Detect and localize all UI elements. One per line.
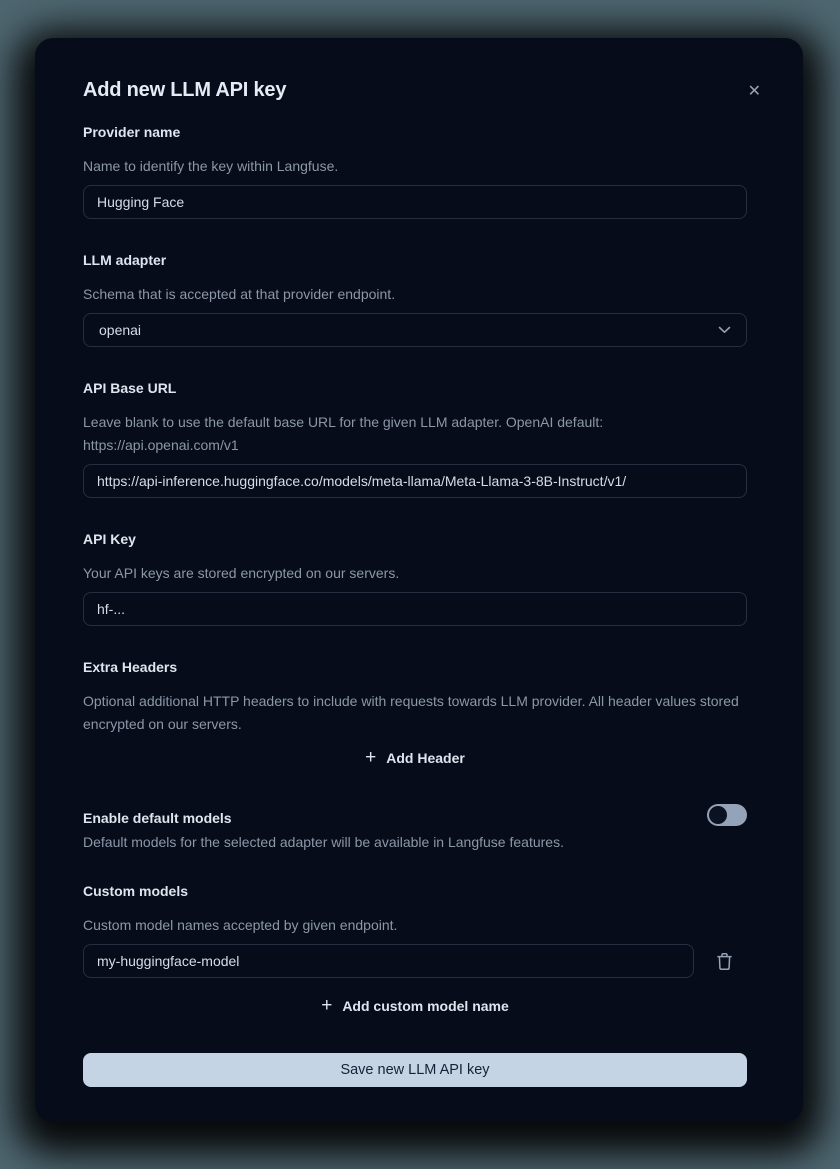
enable-default-models-label: Enable default models bbox=[83, 810, 232, 826]
llm-adapter-description: Schema that is accepted at that provider endpoint. bbox=[83, 286, 396, 302]
api-key-field bbox=[83, 531, 747, 626]
delete-custom-model-button[interactable] bbox=[713, 949, 736, 974]
llm-adapter-selected-value: openai bbox=[99, 322, 142, 338]
save-button[interactable]: Save new LLM API key bbox=[83, 1053, 747, 1087]
plus-icon: + bbox=[321, 995, 333, 1016]
api-base-url-label: API Base URL bbox=[83, 380, 177, 396]
custom-models-field bbox=[83, 883, 747, 1016]
enable-default-models-field bbox=[83, 808, 747, 854]
custom-models-description: Custom model names accepted by given endpoint. bbox=[83, 917, 398, 933]
enable-default-models-toggle[interactable] bbox=[707, 804, 747, 826]
api-base-url-field bbox=[83, 380, 747, 498]
dialog-title: Add new LLM API key bbox=[83, 79, 287, 101]
enable-default-models-description: Default models for the selected adapter will be available in Langfuse features. bbox=[83, 834, 564, 850]
llm-adapter-field bbox=[83, 252, 747, 347]
add-custom-model-button[interactable] bbox=[315, 996, 515, 1016]
chevron-down-icon bbox=[718, 326, 731, 334]
custom-models-label: Custom models bbox=[83, 883, 189, 899]
provider-name-field bbox=[83, 124, 747, 219]
add-header-button-label: Add Header bbox=[386, 750, 465, 766]
close-button[interactable] bbox=[744, 80, 765, 104]
api-key-input[interactable] bbox=[83, 592, 747, 626]
add-llm-api-key-dialog bbox=[35, 38, 803, 1122]
provider-name-label: Provider name bbox=[83, 124, 181, 140]
enable-default-models-text bbox=[83, 808, 564, 854]
extra-headers-label: Extra Headers bbox=[83, 659, 178, 675]
llm-adapter-label: LLM adapter bbox=[83, 252, 167, 268]
provider-name-description: Name to identify the key within Langfuse. bbox=[83, 158, 339, 174]
api-key-description: Your API keys are stored encrypted on our servers. bbox=[83, 565, 400, 581]
add-header-button[interactable] bbox=[359, 748, 471, 768]
extra-headers-description: Optional additional HTTP headers to include with requests towards LLM provider. All header values stored encrypted on our servers. bbox=[83, 693, 739, 732]
llm-adapter-select[interactable] bbox=[83, 313, 747, 347]
api-base-url-input[interactable] bbox=[83, 464, 747, 498]
plus-icon: + bbox=[365, 747, 377, 768]
custom-model-input[interactable] bbox=[83, 944, 694, 978]
trash-icon bbox=[716, 952, 733, 971]
close-icon: ✕ bbox=[747, 83, 761, 100]
provider-name-input[interactable] bbox=[83, 185, 747, 219]
custom-model-row bbox=[83, 944, 747, 978]
add-custom-model-button-label: Add custom model name bbox=[342, 998, 509, 1014]
extra-headers-field bbox=[83, 659, 747, 768]
toggle-thumb bbox=[709, 806, 727, 824]
api-base-url-description: Leave blank to use the default base URL for the given LLM adapter. OpenAI default: https://api.openai.com/v1 bbox=[83, 414, 604, 453]
api-key-label: API Key bbox=[83, 531, 136, 547]
